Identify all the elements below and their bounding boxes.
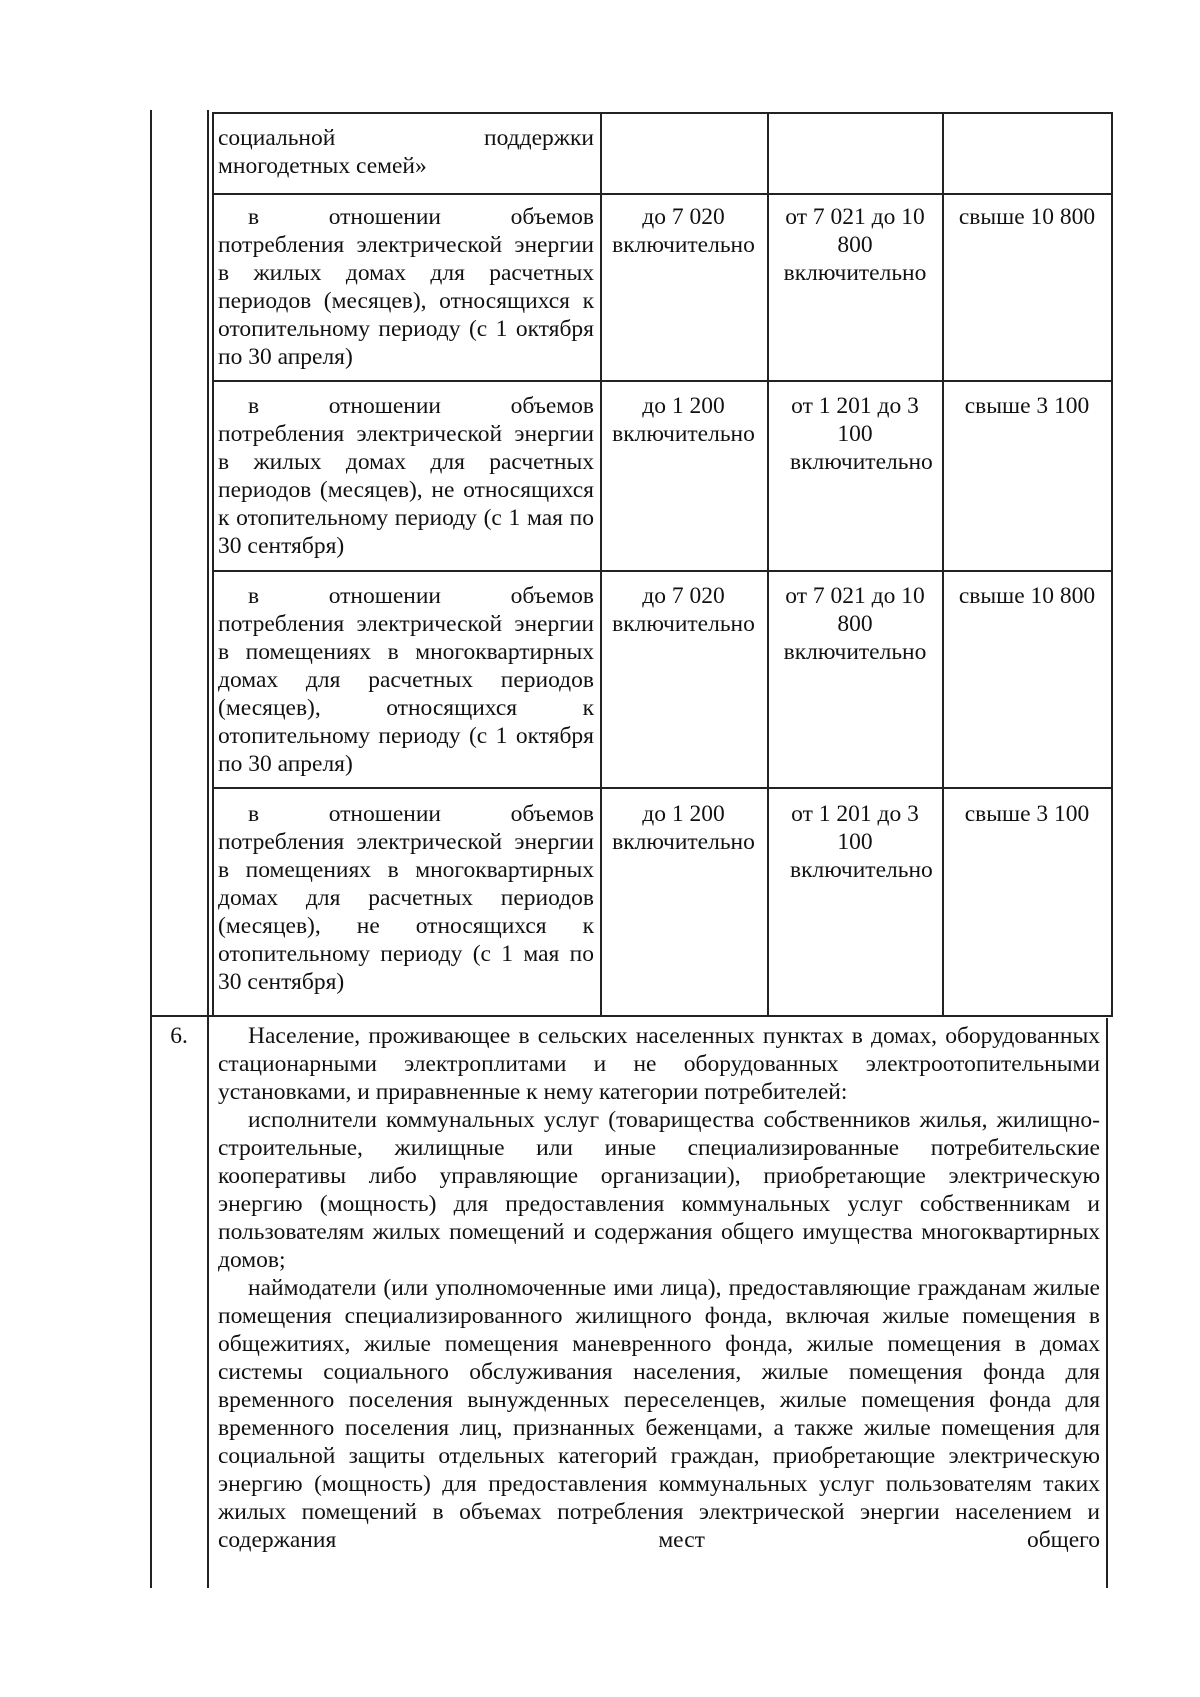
section-divider [150, 1015, 1113, 1017]
row-3-range1: до 7 020 включительно [612, 583, 755, 637]
continuation-text [218, 124, 594, 180]
section-6-paragraph-3: наймодатели (или уполномоченные ими лица), предоставляющие гражданам жилые помещения специализированного жилищного фонда, включая жилые помещения в общежитиях, жилые помещения маневренного фонда, жилые помещения в домах системы социального обслуживания населения, жилые помещения фонда для временного поселения вынужденных переселенцев, жилые помещения фонда для временного поселения лиц, признанных беженцами, а также жилые помещения для социальной защиты отдельных категорий граждан, приобретающие электрическую энергию (мощность) для предоставления коммунальных услуг пользователям таких жилых помещений в объемах потребления электрической энергии населением и содержания мест общего [218, 1275, 1100, 1553]
row-divider-1 [212, 193, 1113, 195]
row-divider-2 [212, 380, 1113, 382]
section-6-text [218, 1022, 1100, 1554]
table-border-left [150, 110, 152, 1588]
row-4-description: в отношении объемов потребления электрической энергии в помещениях в многоквартирных домах для расчетных периодов (месяцев), не относящихся к отопительному периоду (с 1 мая по 30 сентября) [218, 801, 594, 995]
continuation-line1-left: социальной [218, 125, 336, 151]
row-1-range1: до 7 020 включительно [612, 204, 755, 258]
row-2-range1: до 1 200 включительно [612, 393, 755, 447]
row-divider-3 [212, 570, 1113, 572]
row-divider-4 [212, 787, 1113, 789]
row-3-range2: от 7 021 до 10 800 включительно [783, 583, 927, 665]
table-border-right [1111, 113, 1113, 1016]
row-4-range1: до 1 200 включительно [612, 801, 755, 855]
table-border-range1-col [767, 113, 769, 1016]
row-3-range3: свыше 10 800 [958, 583, 1096, 609]
table-border-section6-right [1106, 1018, 1108, 1588]
continuation-line1-right: поддержки [484, 125, 594, 151]
table-border-range2-col [942, 113, 944, 1016]
row-2-description: в отношении объемов потребления электрической энергии в жилых домах для расчетных периодов (месяцев), не относящихся к отопительному периоду (с 1 мая по 30 сентября) [218, 393, 594, 559]
continuation-line2: многодетных семей» [218, 153, 427, 179]
section-6-number: 6. [170, 1023, 188, 1049]
table-border-desc-col [600, 113, 602, 1016]
section-6-paragraph-1: Население, проживающее в сельских населенных пунктах в домах, оборудованных стационарными электроплитами и не оборудованных электроотопительными установками, и приравненные к нему категории потребителей: [218, 1023, 1100, 1105]
row-1-range3: свыше 10 800 [958, 204, 1096, 230]
row-2-range2: от 1 201 до 3 100 включительно [790, 393, 933, 475]
row-1-description: в отношении объемов потребления электрической энергии в жилых домах для расчетных периодов (месяцев), относящихся к отопительному периоду (с 1 октября по 30 апреля) [218, 204, 594, 370]
table-border-inner-left [212, 113, 214, 1016]
row-3-description: в отношении объемов потребления электрической энергии в помещениях в многоквартирных домах для расчетных периодов (месяцев), относящихся к отопительному периоду (с 1 октября по 30 апреля) [218, 583, 594, 777]
row-4-range3: свыше 3 100 [964, 801, 1090, 827]
row-2-range3: свыше 3 100 [964, 393, 1090, 419]
row-4-range2: от 1 201 до 3 100 включительно [790, 801, 933, 883]
table-border-number-col [207, 110, 209, 1588]
table-border-top [212, 112, 1113, 114]
section-6-paragraph-2: исполнители коммунальных услуг (товарищества собственников жилья, жилищно-строительные, жилищные или иные специализированные потребительские кооперативы либо управляющие организации), приобретающие электрическую энергию (мощность) для предоставления коммунальных услуг собственникам и пользователям жилых помещений и содержания общего имущества многоквартирных домов; [218, 1107, 1100, 1273]
row-1-range2: от 7 021 до 10 800 включительно [783, 204, 927, 286]
